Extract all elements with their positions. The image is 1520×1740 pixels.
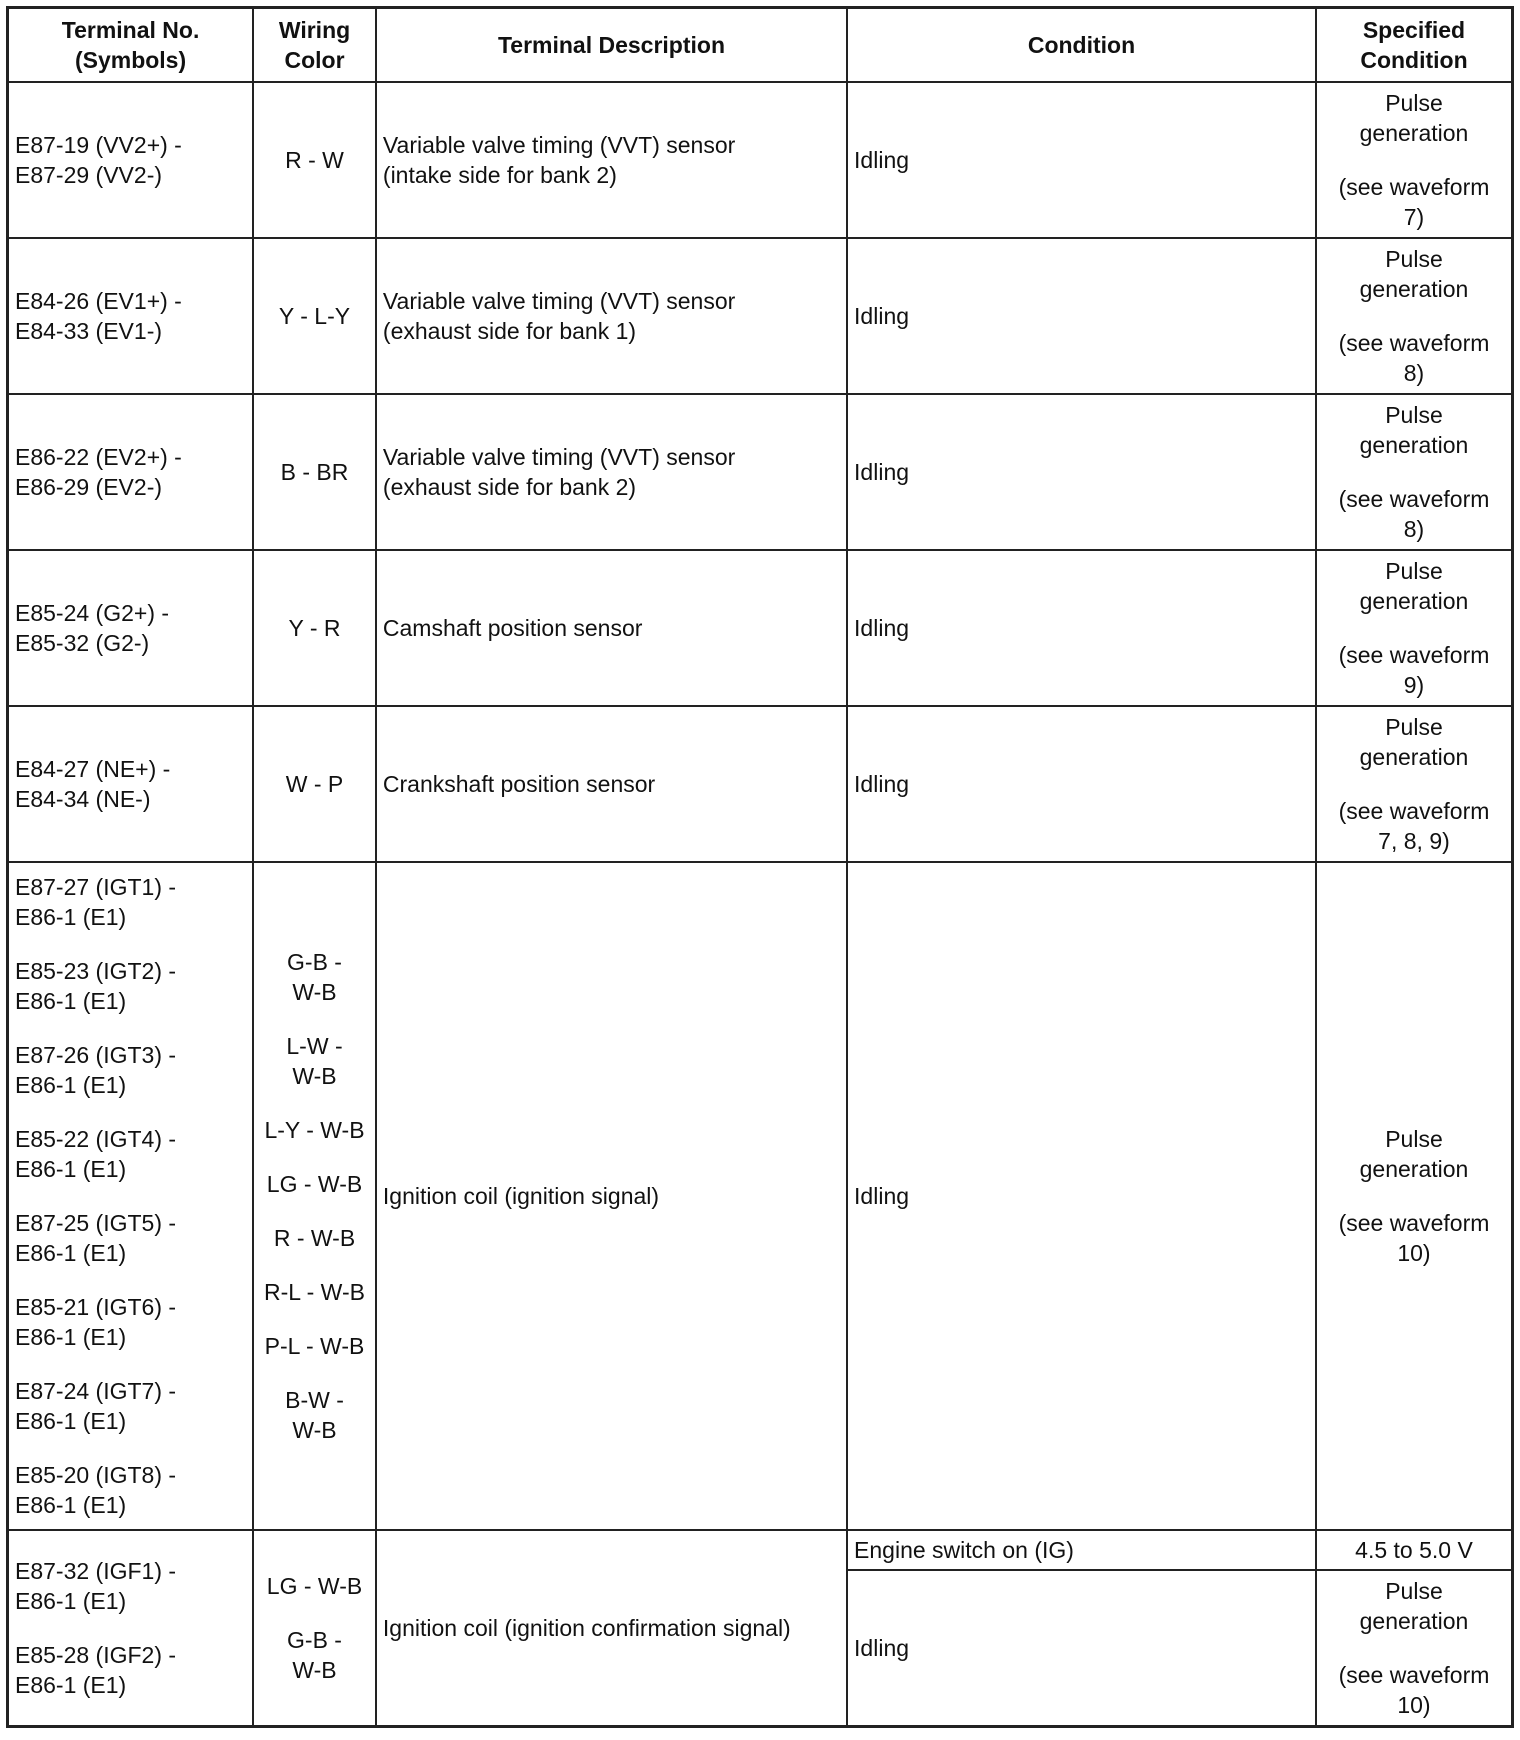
wire-color: R - W-B [273, 1225, 356, 1251]
spec-cell: Pulse generation (see waveform 7, 8, 9) [1316, 706, 1513, 862]
wiring-cell [253, 1530, 376, 1727]
condition-cell: Idling [847, 706, 1316, 862]
table-row [8, 394, 1513, 550]
table-row [8, 706, 1513, 862]
terminal-cell: E85-24 (G2+) - E85-32 (G2-) [8, 550, 254, 706]
wire-color: L-Y - W-B [264, 1117, 365, 1143]
terminal-cell [8, 862, 254, 1530]
table-row [8, 238, 1513, 394]
condition-cell: Idling [847, 82, 1316, 238]
terminal-pair: E85-22 (IGT4) - E86-1 (E1) [15, 1126, 177, 1182]
spec-cell: Pulse generation (see waveform 10) [1316, 1570, 1513, 1727]
spec-cell: Pulse generation (see waveform 8) [1316, 238, 1513, 394]
wire-color: G-B - W-B [287, 949, 342, 1005]
description-cell: Ignition coil (ignition signal) [376, 862, 847, 1530]
terminal-pair: E85-23 (IGT2) - E86-1 (E1) [15, 958, 177, 1014]
terminal-pair: E87-25 (IGT5) - E86-1 (E1) [15, 1210, 177, 1266]
terminal-spec-table [6, 6, 1514, 1728]
wire-color: L-W - W-B [286, 1033, 343, 1089]
condition-cell: Idling [847, 1570, 1316, 1727]
wiring-cell: W - P [253, 706, 376, 862]
terminal-cell [8, 1530, 254, 1727]
wiring-cell: R - W [253, 82, 376, 238]
header-terminal: Terminal No. (Symbols) [8, 8, 254, 83]
description-cell: Camshaft position sensor [376, 550, 847, 706]
description-cell: Ignition coil (ignition confirmation signal) [376, 1530, 847, 1727]
table-row [8, 550, 1513, 706]
header-specified: Specified Condition [1316, 8, 1513, 83]
condition-cell: Idling [847, 550, 1316, 706]
condition-cell: Engine switch on (IG) [847, 1530, 1316, 1570]
wiring-cell: Y - R [253, 550, 376, 706]
condition-cell: Idling [847, 394, 1316, 550]
terminal-cell: E84-27 (NE+) - E84-34 (NE-) [8, 706, 254, 862]
header-condition: Condition [847, 8, 1316, 83]
terminal-pair: E87-24 (IGT7) - E86-1 (E1) [15, 1378, 177, 1434]
wire-color: G-B - W-B [287, 1627, 342, 1683]
spec-cell: Pulse generation (see waveform 10) [1316, 862, 1513, 1530]
terminal-pair: E87-26 (IGT3) - E86-1 (E1) [15, 1042, 177, 1098]
header-description: Terminal Description [376, 8, 847, 83]
terminal-cell: E86-22 (EV2+) - E86-29 (EV2-) [8, 394, 254, 550]
spec-cell: 4.5 to 5.0 V [1316, 1530, 1513, 1570]
terminal-pair: E85-20 (IGT8) - E86-1 (E1) [15, 1462, 177, 1518]
wiring-cell: B - BR [253, 394, 376, 550]
wire-color: R-L - W-B [264, 1279, 365, 1305]
terminal-pair: E87-27 (IGT1) - E86-1 (E1) [15, 874, 177, 930]
terminal-pair: E85-21 (IGT6) - E86-1 (E1) [15, 1294, 177, 1350]
wire-color: LG - W-B [266, 1573, 363, 1599]
condition-cell: Idling [847, 862, 1316, 1530]
wiring-cell [253, 862, 376, 1530]
terminal-cell: E84-26 (EV1+) - E84-33 (EV1-) [8, 238, 254, 394]
terminal-cell: E87-19 (VV2+) - E87-29 (VV2-) [8, 82, 254, 238]
header-row [8, 8, 1513, 83]
confirmation-row [8, 1530, 1513, 1570]
spec-cell: Pulse generation (see waveform 9) [1316, 550, 1513, 706]
ignition-row [8, 862, 1513, 1530]
wire-color: P-L - W-B [264, 1333, 365, 1359]
terminal-pair: E87-32 (IGF1) - E86-1 (E1) [15, 1558, 177, 1614]
spec-cell: Pulse generation (see waveform 8) [1316, 394, 1513, 550]
header-wiring: Wiring Color [253, 8, 376, 83]
wire-color: B-W - W-B [285, 1387, 344, 1443]
description-cell: Variable valve timing (VVT) sensor (exhaust side for bank 2) [376, 394, 847, 550]
description-cell: Variable valve timing (VVT) sensor (intake side for bank 2) [376, 82, 847, 238]
description-cell: Variable valve timing (VVT) sensor (exhaust side for bank 1) [376, 238, 847, 394]
wiring-cell: Y - L-Y [253, 238, 376, 394]
condition-cell: Idling [847, 238, 1316, 394]
terminal-pair: E85-28 (IGF2) - E86-1 (E1) [15, 1642, 177, 1698]
description-cell: Crankshaft position sensor [376, 706, 847, 862]
wire-color: LG - W-B [266, 1171, 363, 1197]
table-row [8, 82, 1513, 238]
spec-cell: Pulse generation (see waveform 7) [1316, 82, 1513, 238]
